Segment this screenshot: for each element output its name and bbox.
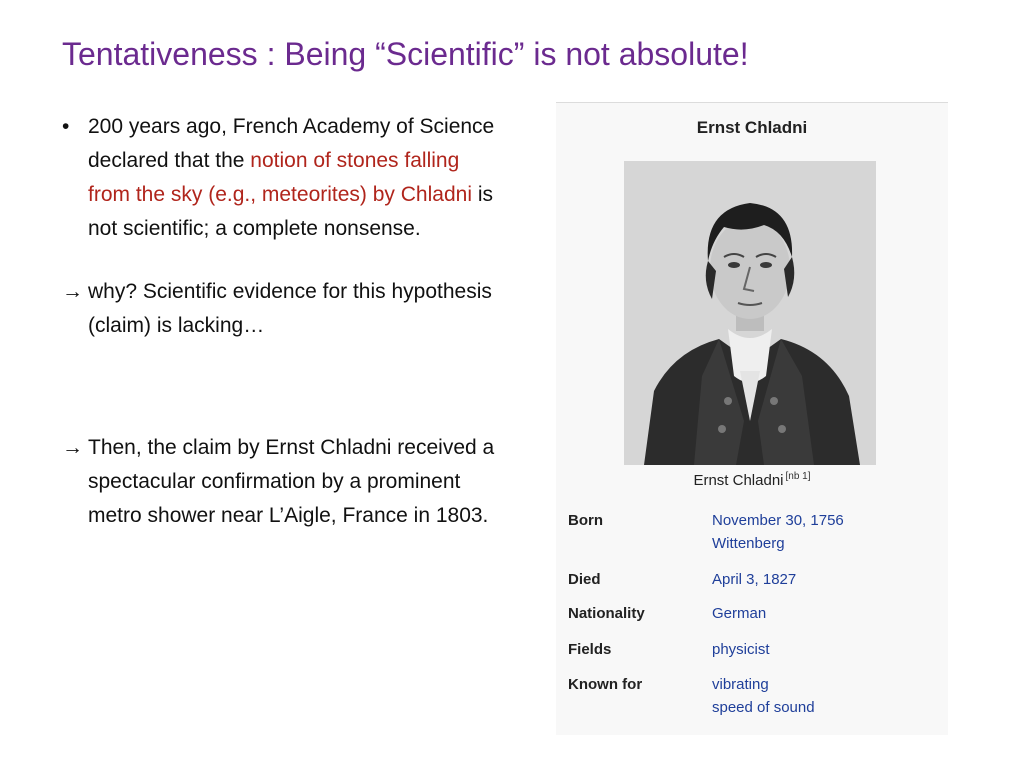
caption-text: Ernst Chladni [693,472,784,489]
info-label-fields: Fields [568,641,612,658]
fields-link[interactable]: physicist [712,641,770,658]
info-label-nationality: Nationality [568,605,645,622]
info-value-born [712,509,844,555]
infobox-title: Ernst Chladni [696,118,808,137]
nationality-link[interactable]: German [712,605,767,622]
slide-body [62,110,502,533]
paragraph-1-text-start: 200 years ago, French Academy of Science declared that the [88,115,495,172]
info-label-died: Died [568,571,601,588]
portrait-image [624,161,876,465]
paragraph-2-text: why? Scientific evidence for this hypothesis (claim) is lacking… [88,280,492,337]
bullet-icon: • [62,115,70,138]
paragraph-1-highlight: notion of stones falling from the sky (e.g., meteorites) by Chladni [88,149,472,206]
paragraph-3-text: Then, the claim by Ernst Chladni received a spectacular confirmation by a prominent metro shower near L’Aigle, France in 1803. [88,436,495,527]
known-for-vibrating-link[interactable]: vibrating [712,676,769,693]
right-arrow-icon: → [62,436,83,459]
arrow-paragraph-2 [62,275,502,343]
portrait-drawing [624,161,876,465]
born-date-link[interactable]: November 30, 1756 [712,512,844,529]
biography-infobox [556,102,948,735]
born-place-link[interactable]: Wittenberg [712,535,785,552]
caption-footnote-link[interactable]: [nb 1] [785,471,811,482]
info-value-known-for [712,673,815,719]
slide-title: Tentativeness : Being “Scientific” is not absolute! [62,36,749,72]
right-arrow-icon: → [62,280,83,303]
bullet-paragraph-1 [62,110,502,246]
info-label-born: Born [568,512,603,529]
known-for-speed-of-sound-link[interactable]: speed of sound [712,699,815,716]
died-date-link[interactable]: April 3, 1827 [712,571,797,588]
paragraph-1-text-end: is not scientific; a complete nonsense. [88,183,493,240]
arrow-paragraph-3 [62,431,502,533]
portrait-caption [556,471,948,489]
info-label-known-for: Known for [568,676,643,693]
